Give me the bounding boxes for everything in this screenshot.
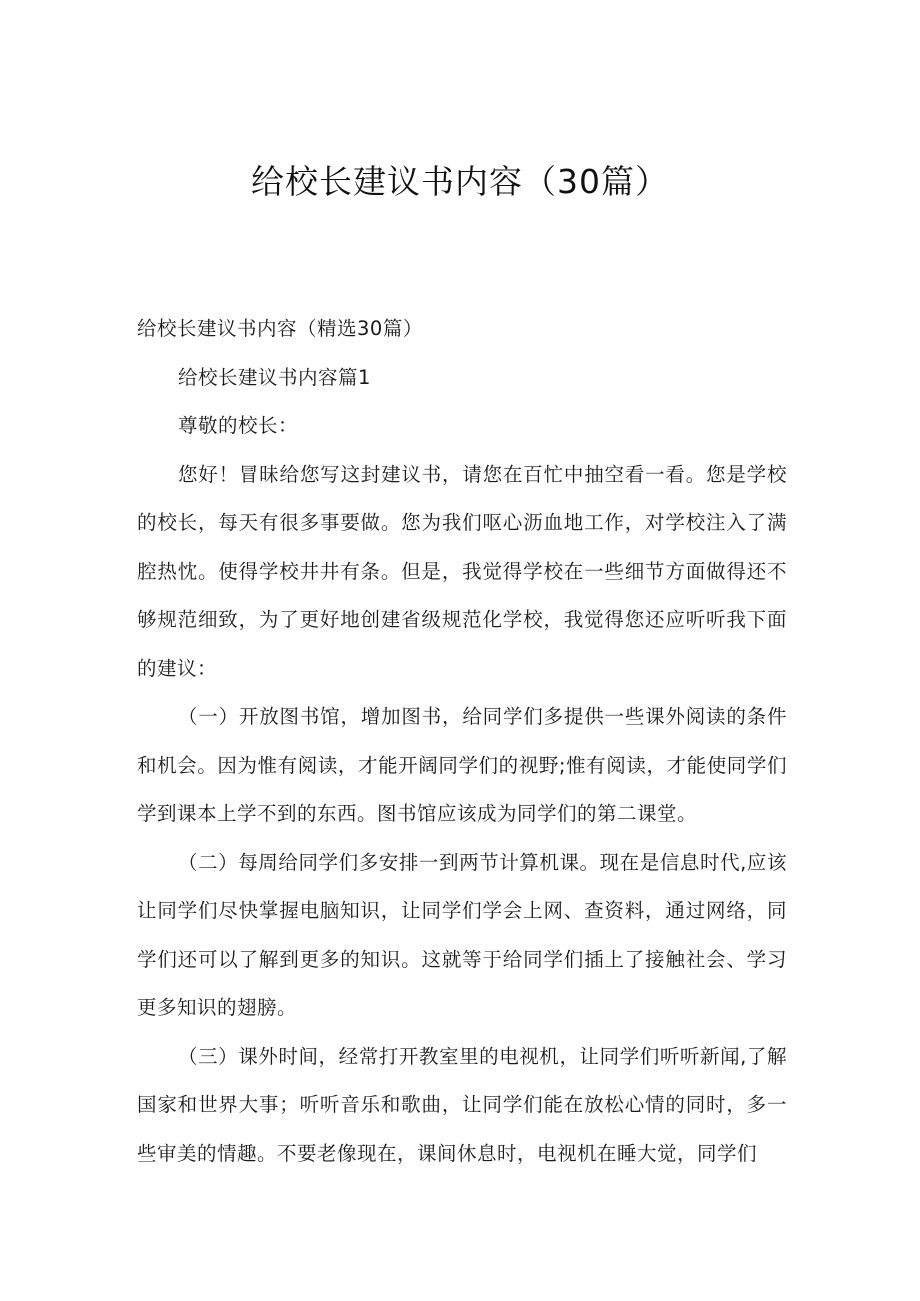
- salutation: 尊敬的校长：: [178, 414, 299, 437]
- paragraph-suggestion-1: （一）开放图书馆，增加图书，给同学们多提供一些课外阅读的条件和机会。因为惟有阅读，才能开阔同学们的视野;惟有阅读，才能使同学们学到课本上学不到的东西。图书馆应该成为同学们的第二课堂。: [137, 705, 787, 825]
- section-heading: 给校长建议书内容篇1: [178, 365, 371, 389]
- document-subtitle: 给校长建议书内容（精选30篇）: [137, 317, 423, 340]
- paragraph-suggestion-2: （二）每周给同学们多安排一到两节计算机课。现在是信息时代,应该让同学们尽快掌握电脑知识，让同学们学会上网、查资料，通过网络，同学们还可以了解到更多的知识。这就等于给同学们插上了接触社会、学习更多知识的翅膀。: [137, 850, 787, 1019]
- document-title: 给校长建议书内容（30篇）: [251, 162, 669, 201]
- paragraph-suggestion-3: （三）课外时间，经常打开教室里的电视机，让同学们听听新闻,了解国家和世界大事；听听音乐和歌曲，让同学们能在放松心情的同时，多一些审美的情趣。不要老像现在，课间休息时，电视机在睡大觉，同学们: [137, 1044, 787, 1165]
- paragraph-greeting: 您好！冒昧给您写这封建议书，请您在百忙中抽空看一看。您是学校的校长，每天有很多事要做。您为我们呕心沥血地工作，对学校注入了满腔热忱。使得学校井井有条。但是，我觉得学校在一些细节方面做得还不够规范细致，为了更好地创建省级规范化学校，我觉得您还应听听我下面的建议：: [137, 462, 787, 680]
- document-body: [137, 305, 787, 1178]
